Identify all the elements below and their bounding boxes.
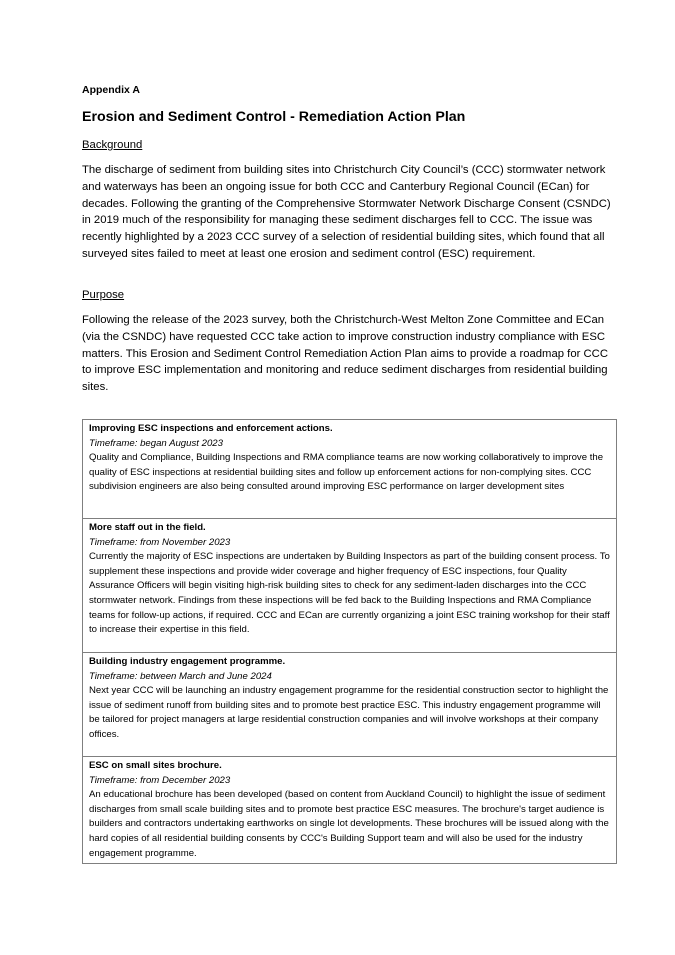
action-plan-table: [82, 419, 617, 864]
action-timeframe: Timeframe: began August 2023: [89, 437, 223, 449]
action-row-small-sites-brochure: [83, 757, 616, 864]
purpose-paragraph: Following the release of the 2023 survey, both the Christchurch-West Melton Zone Committee and ECan (via the CSNDC) have requested CCC take action to improve construction industry compliance with ESC matters. This Erosion and Sediment Control Remediation Action Plan aims to provide a roadmap for CCC to improve ESC implementation and monitoring and reduce sediment discharges from residential building sites.: [82, 314, 608, 394]
action-title: More staff out in the field.: [89, 522, 206, 533]
action-row-esc-inspections: [83, 420, 616, 519]
action-row-industry-engagement: [83, 653, 616, 757]
action-description: Currently the majority of ESC inspections are undertaken by Building Inspectors as part of the building consent process. To supplement these inspections and provide wider coverage and higher frequency of ESC inspections, four Quality Assurance Officers will begin visiting high-risk building sites to check for any sediment-laden discharges into the CCC stormwater network. Findings from these inspections will be fed back to the Building Inspections and RMA Compliance teams for follow-up actions, if required. CCC and ECan are currently organizing a joint ESC training workshop for their staff to increase their expertise in this field.: [89, 551, 610, 636]
document-title: Erosion and Sediment Control - Remediation Action Plan: [82, 109, 466, 125]
appendix-label: Appendix A: [82, 84, 140, 96]
action-description: Quality and Compliance, Building Inspections and RMA compliance teams are now working collaboratively to improve the quality of ESC inspections at residential building sites and follow up enforcement actions for non-complying sites. CCC subdivision engineers are also being consulted around improving ESC performance on larger development sites: [89, 452, 604, 493]
action-timeframe: Timeframe: between March and June 2024: [89, 670, 272, 682]
background-paragraph: The discharge of sediment from building sites into Christchurch City Council’s (CCC) stormwater network and waterways has been an ongoing issue for both CCC and Canterbury Regional Council (ECan) for decades. Following the granting of the Comprehensive Stormwater Network Discharge Consent (CSNDC) in 2019 much of the responsibility for managing these sediment discharges fell to CCC. The issue was recently highlighted by a 2023 CCC survey of a selection of residential building sites, which found that all surveyed sites failed to meet at least one erosion and sediment control (ESC) requirement.: [82, 164, 611, 260]
background-heading: Background: [82, 139, 143, 151]
action-row-more-staff: [83, 519, 616, 653]
action-timeframe: Timeframe: from December 2023: [89, 774, 231, 786]
action-title: Improving ESC inspections and enforcement actions.: [89, 423, 333, 434]
action-title: ESC on small sites brochure.: [89, 760, 222, 771]
action-description: An educational brochure has been developed (based on content from Auckland Council) to highlight the issue of sediment discharges from small scale building sites and to promote best practice ESC measures. The brochure's target audience is builders and contractors undertaking earthworks on single lot developments. These brochures will be issued along with the hard copies of all residential building consents by CCC's Building Support team and will also be used for the industry engagement programme.: [89, 789, 609, 859]
purpose-heading: Purpose: [82, 289, 125, 301]
action-description: Next year CCC will be launching an industry engagement programme for the residential construction sector to highlight the issue of sediment runoff from building sites and to promote best practice ESC. This industry engagement programme will be tailored for project managers at large residential construction companies and will involve workshops at their company offices.: [89, 685, 609, 740]
action-title: Building industry engagement programme.: [89, 656, 286, 667]
action-timeframe: Timeframe: from November 2023: [89, 536, 231, 548]
